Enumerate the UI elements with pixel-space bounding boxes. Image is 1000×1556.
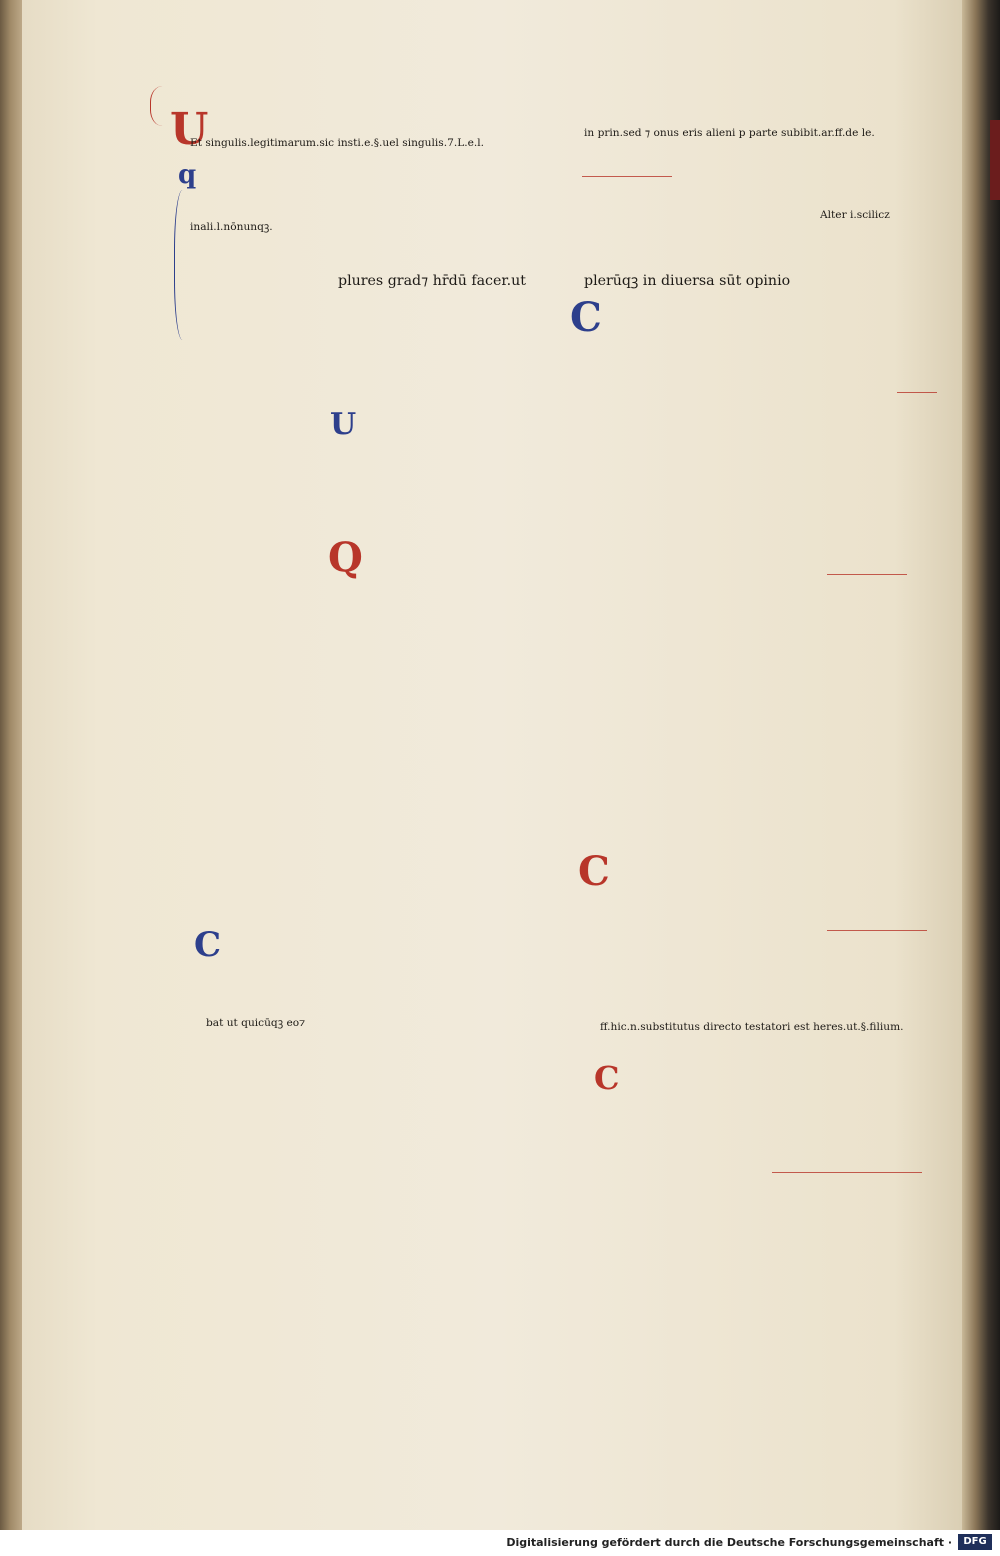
gloss-bottom-right xyxy=(600,990,930,1270)
main-text-column-left xyxy=(338,230,566,1060)
blue-initial-letter: q xyxy=(178,160,197,190)
blue-initial-letter: C xyxy=(194,925,222,965)
gloss-left-margin xyxy=(190,190,312,982)
initial-flourish xyxy=(150,86,181,126)
rubric-line xyxy=(582,176,672,177)
red-initial-letter: C xyxy=(594,1059,620,1097)
red-initial-letter: U xyxy=(170,104,209,155)
dfg-credit-text: Digitalisierung gefördert durch die Deutsche Forschungsgemeinschaft · xyxy=(506,1536,952,1549)
gloss-line: Alter i.scilicz xyxy=(820,209,890,222)
gloss-line: inali.l.nōnunqꝫ. xyxy=(190,221,273,234)
page-marker-tab xyxy=(990,120,1000,200)
gloss-line: in prin.sed ⁊ onus eris alieni p parte subibit.ar.ff.de le. xyxy=(584,127,875,140)
text-line: plerūqꝫ in diuersa sūt opinio xyxy=(584,273,791,290)
blue-initial-letter: U xyxy=(330,407,357,442)
text-line: plures grad⁊ hr̄dū facer.ut xyxy=(338,273,526,290)
gloss-top-left xyxy=(190,106,570,186)
gloss-bottom-left xyxy=(206,986,574,1278)
gloss-right-margin xyxy=(820,178,938,978)
red-initial-letter: Q xyxy=(328,534,363,581)
book-binding-edge xyxy=(962,0,1000,1530)
gloss-line: bat ut quicūqꝫ eo⁊ xyxy=(206,1017,306,1030)
main-text-column-right xyxy=(584,230,802,1060)
gloss-line: ff.hic.n.substitutus directo testatori est heres.ut.§.filium. xyxy=(600,1021,904,1034)
red-initial-letter: C xyxy=(578,848,610,895)
gloss-line: Et singulis.legitimarum.sic insti.e.§.uel singulis.7.L.e.l. xyxy=(190,137,484,150)
dfg-logo: DFG xyxy=(958,1534,992,1550)
blue-initial-letter: C xyxy=(570,294,602,341)
gloss-top-right xyxy=(584,96,914,176)
